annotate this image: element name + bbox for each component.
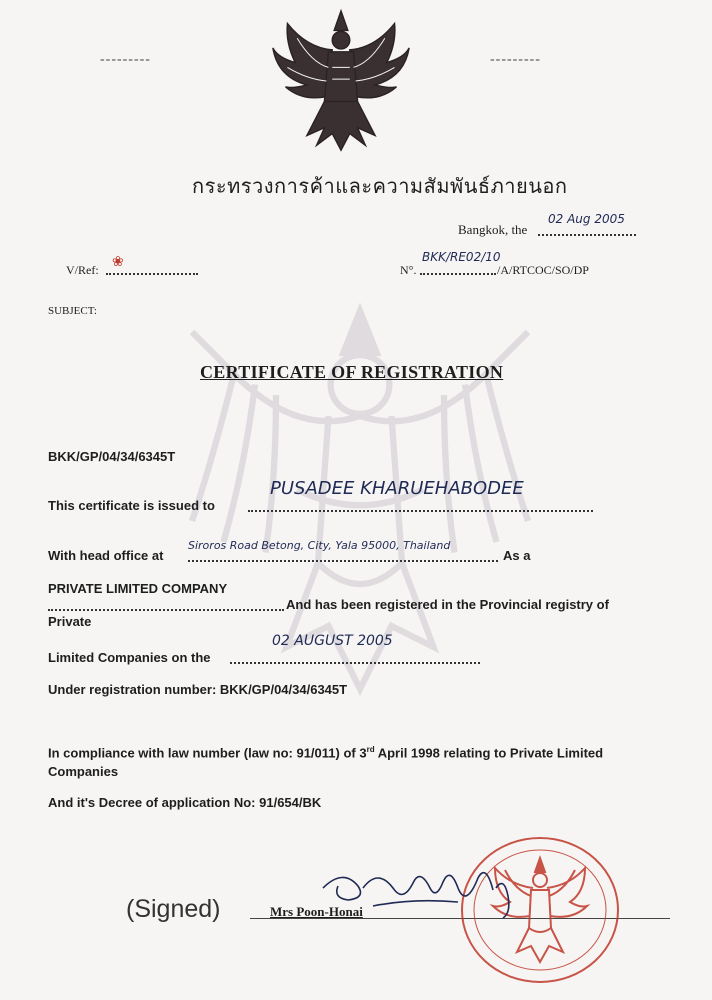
compliance-part-1: In compliance with law number (law no: 91/011) of 3 bbox=[48, 745, 367, 761]
limited-date: 02 AUGUST 2005 bbox=[272, 633, 393, 649]
your-ref-label: V/Ref: bbox=[66, 263, 99, 277]
compliance-superscript: rd bbox=[366, 745, 375, 754]
compliance-line-1 bbox=[48, 745, 603, 760]
handwritten-signature bbox=[318, 858, 528, 938]
date-prefix: Bangkok, the bbox=[458, 222, 528, 237]
as-a-text: As a bbox=[503, 548, 531, 563]
registration-number-line: Under registration number: BKK/GP/04/34/6345T bbox=[48, 682, 348, 697]
limited-label: Limited Companies on the bbox=[48, 650, 211, 665]
decree-line: And it's Decree of application No: 91/654/BK bbox=[48, 795, 322, 810]
date-value: 02 Aug 2005 bbox=[548, 212, 625, 226]
signed-label: (Signed) bbox=[126, 895, 221, 923]
compliance-line-2: Companies bbox=[48, 764, 119, 779]
limited-date-dotted-line bbox=[230, 648, 480, 664]
certificate-title: CERTIFICATE OF REGISTRATION bbox=[200, 362, 504, 382]
head-office-label: With head office at bbox=[48, 548, 164, 563]
issued-to-value: PUSADEE KHARUEHABODEE bbox=[270, 478, 524, 499]
our-ref-handwritten: BKK/RE02/10 bbox=[422, 250, 501, 264]
registered-text: And has been registered in the Provincial registry of bbox=[286, 597, 609, 612]
company-type: PRIVATE LIMITED COMPANY bbox=[48, 581, 228, 596]
garuda-emblem-icon bbox=[268, 8, 414, 156]
our-ref-prefix: N°. bbox=[400, 263, 417, 277]
subject-label: SUBJECT: bbox=[48, 305, 97, 317]
head-office-value: Siroros Road Betong, City, Yala 95000, Thailand bbox=[188, 539, 451, 552]
company-type-dotted-line bbox=[48, 597, 284, 611]
header-dash-left: --------- bbox=[100, 52, 151, 67]
our-ref-suffix: /A/RTCOC/SO/DP bbox=[497, 263, 589, 277]
signatory-name: Mrs Poon-Honai bbox=[270, 904, 363, 919]
ministry-title: กระทรวงการค้าและความสัมพันธ์ภายนอก bbox=[192, 176, 568, 198]
header-dash-right: --------- bbox=[490, 52, 541, 67]
compliance-part-2: April 1998 relating to Private Limited bbox=[374, 745, 604, 761]
certificate-code: BKK/GP/04/34/6345T bbox=[48, 449, 176, 464]
ref-mark-icon: ❀ bbox=[112, 255, 124, 270]
issued-to-label: This certificate is issued to bbox=[48, 498, 215, 513]
private-word: Private bbox=[48, 614, 92, 629]
